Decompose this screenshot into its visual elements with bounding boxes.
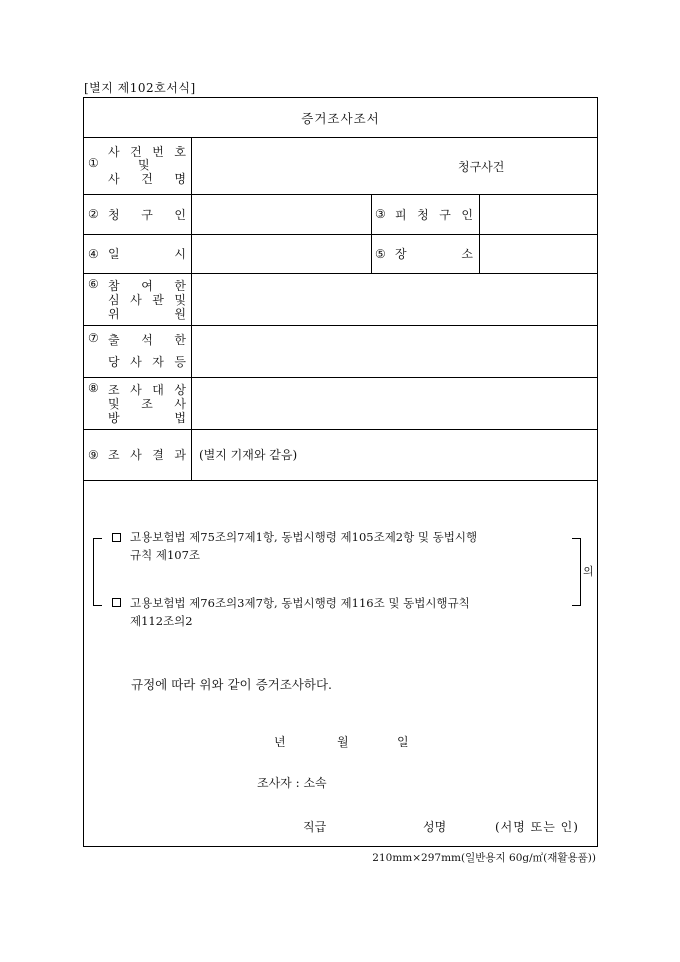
label-char: 자	[152, 355, 164, 369]
paper-spec: 210mm×297mm(일반용지 60g/㎡(재활용품))	[372, 852, 596, 864]
label-char: 관	[152, 293, 164, 307]
label-claimant	[88, 194, 188, 234]
label-char: 사	[174, 397, 186, 411]
label-char: 사	[130, 355, 142, 369]
label-char: 상	[174, 383, 186, 397]
label-char: 과	[174, 448, 186, 462]
label-char: 인	[461, 207, 473, 222]
label-attendees	[108, 331, 186, 348]
label-char: 호	[174, 145, 186, 159]
label-char: 인	[174, 207, 186, 222]
label-char: 석	[141, 333, 153, 347]
label-char: 사	[108, 145, 120, 159]
result-value: (별지 기재와 같음)	[199, 448, 298, 462]
option-line: 규칙 제107조	[130, 548, 201, 562]
form-number-label: [별지 제102호서식]	[84, 81, 196, 95]
label-char: 일	[108, 247, 120, 261]
label-char: 한	[174, 333, 186, 347]
row-number: ⑦	[88, 331, 99, 345]
label-char: 출	[108, 333, 120, 347]
date-month: 월	[337, 735, 349, 749]
divider	[84, 480, 597, 481]
label-char: 결	[152, 448, 164, 462]
label-char: 청	[108, 207, 120, 222]
label-char: 대	[152, 383, 164, 397]
column-divider	[479, 194, 480, 273]
label-char: 방	[108, 411, 120, 425]
column-divider	[371, 194, 372, 273]
label-char: 사	[130, 448, 142, 462]
label-attendees	[108, 353, 186, 370]
name-label: 성명	[423, 820, 447, 834]
evidence-investigation-form	[83, 97, 598, 847]
column-divider	[191, 137, 192, 480]
label-char: 위	[108, 307, 120, 321]
label-char: 법	[174, 411, 186, 425]
label-respondent	[375, 194, 475, 234]
label-char: 소	[461, 247, 473, 261]
label-char: 구	[439, 207, 451, 222]
option-line: 고용보험법 제76조의3제7항, 동법시행령 제116조 및 동법시행규칙	[130, 596, 470, 610]
label-char: 및	[174, 293, 186, 307]
label-char: 명	[174, 172, 186, 186]
label-char: 건	[130, 145, 142, 159]
label-char: 원	[174, 307, 186, 321]
investigator-affiliation: 조사자 : 소속	[257, 776, 327, 790]
label-char: 심	[108, 293, 120, 307]
label-char: 참	[108, 279, 120, 293]
label-char: 한	[174, 279, 186, 293]
label-datetime	[88, 234, 188, 273]
option-line: 고용보험법 제75조의7제1항, 동법시행령 제105조제2항 및 동법시행	[130, 530, 478, 544]
label-char: 사	[130, 383, 142, 397]
row-number: ④	[88, 246, 99, 261]
of-suffix: 의	[583, 565, 594, 578]
label-case-name	[108, 170, 186, 187]
row-number: ⑤	[375, 246, 386, 261]
label-char: 사	[108, 172, 120, 186]
date-year: 년	[274, 735, 286, 749]
label-char: 및	[108, 397, 120, 411]
divider	[84, 137, 597, 138]
label-participants	[108, 305, 186, 322]
option-text	[130, 594, 470, 630]
row-number: ⑨	[88, 447, 99, 462]
label-char: 당	[108, 355, 120, 369]
divider	[84, 377, 597, 378]
date-day: 일	[397, 735, 409, 749]
divider	[84, 273, 597, 274]
label-char: 구	[141, 207, 153, 222]
option-checkbox[interactable]	[112, 598, 121, 607]
label-char: 건	[141, 172, 153, 186]
row-number: ③	[375, 207, 386, 221]
right-bracket	[572, 538, 581, 606]
case-value: 청구사건	[458, 160, 505, 174]
row-number: ①	[88, 156, 99, 170]
row-number: ⑥	[88, 277, 99, 291]
divider	[84, 325, 597, 326]
label-char: 조	[141, 397, 153, 411]
statement: 규정에 따라 위와 같이 증거조사하다.	[131, 677, 332, 692]
label-char: 사	[130, 293, 142, 307]
label-place	[375, 234, 475, 273]
label-result	[88, 429, 188, 480]
label-char: 조	[108, 448, 120, 462]
left-bracket	[93, 538, 102, 606]
form-title: 증거조사조서	[301, 110, 380, 126]
label-char: 피	[395, 207, 407, 222]
option-text	[130, 528, 477, 564]
label-char: 청	[417, 207, 429, 222]
row-number: ⑧	[88, 381, 99, 395]
label-target	[108, 409, 186, 426]
label-char: 시	[174, 247, 186, 261]
row-number: ②	[88, 207, 99, 221]
label-char: 장	[395, 247, 407, 261]
label-char: 조	[108, 383, 120, 397]
option-checkbox[interactable]	[112, 533, 121, 542]
signature-label: (서명 또는 인)	[495, 820, 579, 834]
option-line: 제112조의2	[130, 614, 193, 628]
label-and: 및	[138, 158, 150, 172]
label-char: 여	[141, 279, 153, 293]
label-char: 번	[152, 145, 164, 159]
label-char: 등	[174, 355, 186, 369]
position-label: 직급	[303, 820, 327, 834]
